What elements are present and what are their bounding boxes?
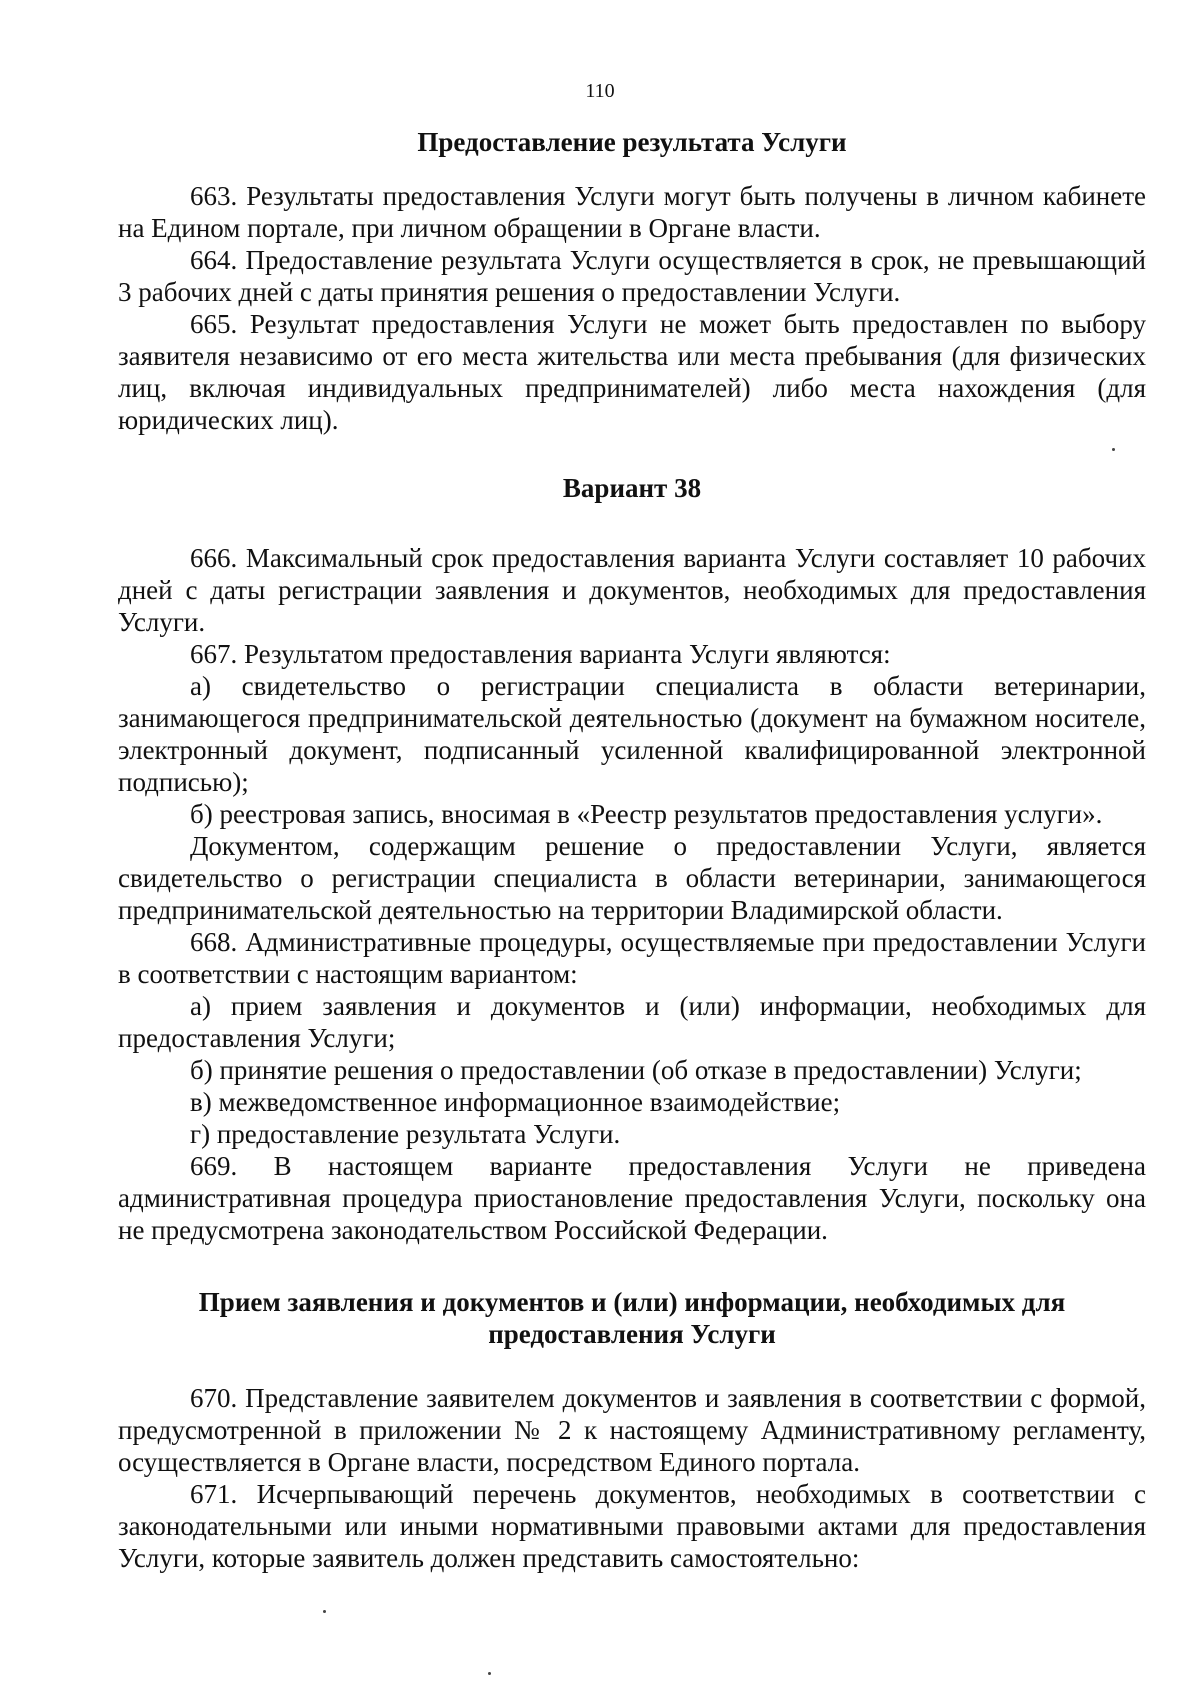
paragraph-671: 671. Исчерпывающий перечень документов, необходимых в соответствии с законодательными или иными нормативными правовыми актами для предоставления Услуги, которые заявитель должен представить самостоятельно: xyxy=(118,1479,1146,1573)
paragraph-668-a: а) прием заявления и документов и (или) информации, необходимых для предоставления Услуги; xyxy=(118,991,1146,1053)
paragraph-667-a: а) свидетельство о регистрации специалиста в области ветеринарии, занимающегося предпринимательской деятельностью (документ на бумажном носителе, электронный документ, подписанный усиленной квалифицированной электронной подписью); xyxy=(118,671,1146,797)
scan-speck xyxy=(1112,448,1115,451)
section-heading-variant: Вариант 38 xyxy=(562,473,702,503)
scan-speck xyxy=(488,1672,491,1675)
paragraph-670: 670. Представление заявителем документов и заявления в соответствии с формой, предусмотренной в приложении № 2 к настоящему Административному регламенту, осуществляется в Органе власти, посредством Единого портала. xyxy=(118,1383,1146,1477)
paragraph-668-b: б) принятие решения о предоставлении (об отказе в предоставлении) Услуги; xyxy=(190,1055,1082,1085)
paragraph-668: 668. Административные процедуры, осуществляемые при предоставлении Услуги в соответствии с настоящим вариантом: xyxy=(118,927,1146,989)
section-heading-receipt-line-1: Прием заявления и документов и (или) информации, необходимых для xyxy=(198,1287,1066,1317)
paragraph-669: 669. В настоящем варианте предоставления Услуги не приведена административная процедура приостановление предоставления Услуги, поскольку она не предусмотрена законодательством Российской Федерации. xyxy=(118,1151,1146,1245)
paragraph-668-d: г) предоставление результата Услуги. xyxy=(190,1119,621,1149)
section-heading-receipt-line-2: предоставления Услуги xyxy=(488,1319,776,1349)
document-body xyxy=(118,126,1146,1574)
paragraph-663: 663. Результаты предоставления Услуги могут быть получены в личном кабинете на Едином портале, при личном обращении в Органе власти. xyxy=(118,181,1146,243)
paragraph-664: 664. Предоставление результата Услуги осуществляется в срок, не превышающий 3 рабочих дней с даты принятия решения о предоставлении Услуги. xyxy=(118,245,1146,307)
section-heading-result: Предоставление результата Услуги xyxy=(417,127,847,157)
paragraph-665: 665. Результат предоставления Услуги не может быть предоставлен по выбору заявителя независимо от его места жительства или места пребывания (для физических лиц, включая индивидуальных предпринимателей) либо места нахождения (для юридических лиц). xyxy=(118,309,1146,435)
paragraph-668-c: в) межведомственное информационное взаимодействие; xyxy=(190,1087,841,1117)
paragraph-667-b: б) реестровая запись, вносимая в «Реестр результатов предоставления услуги». xyxy=(190,799,1103,829)
scan-speck xyxy=(323,1610,326,1613)
paragraph-667-document: Документом, содержащим решение о предоставлении Услуги, является свидетельство о регистрации специалиста в области ветеринарии, занимающегося предпринимательской деятельностью на территории Владимирской области. xyxy=(118,831,1146,925)
section-heading-receipt xyxy=(118,1286,1146,1350)
paragraph-666: 666. Максимальный срок предоставления варианта Услуги составляет 10 рабочих дней с даты регистрации заявления и документов, необходимых для предоставления Услуги. xyxy=(118,543,1146,637)
paragraph-667: 667. Результатом предоставления варианта Услуги являются: xyxy=(190,639,891,669)
page-number: 110 xyxy=(585,80,615,102)
